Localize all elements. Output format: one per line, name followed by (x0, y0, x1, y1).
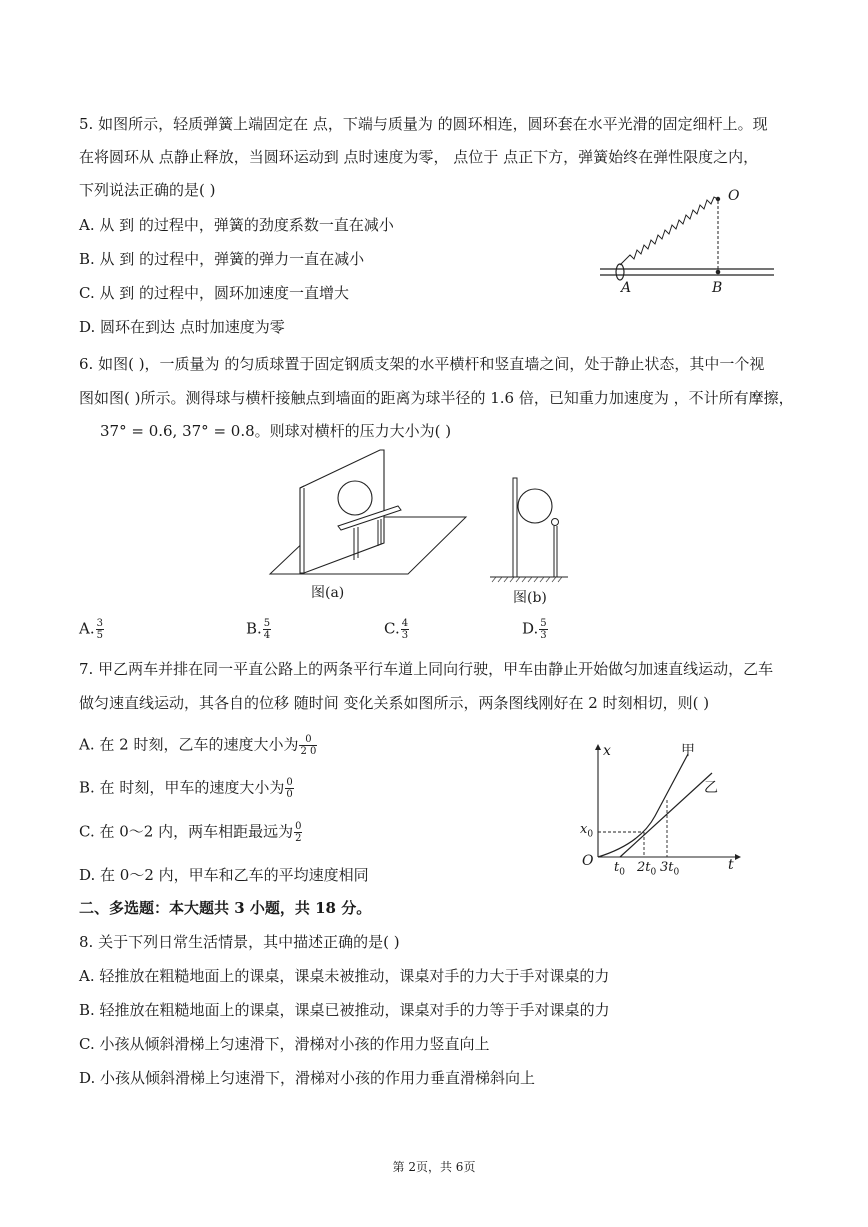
q6-option-c-label: C. (384, 619, 400, 638)
q7-axis-t-label: t (728, 857, 734, 873)
q8-option-a: A. 轻推放在粗糙地面上的课桌，课桌未被推动，课桌对手的力大于手对课桌的力 (79, 967, 610, 985)
q5-label-o: O (728, 188, 740, 204)
q7-option-b-den: 0 (286, 789, 293, 800)
q7-option-b-text: B. 在 时刻，甲车的速度大小为 (79, 778, 285, 797)
q7-option-a (79, 734, 318, 757)
q6-stem-line1: 6. 如图( )，一质量为 的匀质球置于固定钢质支架的水平横杆和竖直墙之间，处于静止状态，其中一个视 (79, 355, 765, 373)
q6-option-c-den: 3 (401, 630, 409, 641)
q6-option-d-num: 5 (540, 618, 547, 629)
q6-option-c-fraction (401, 618, 409, 641)
q7-2t0-label (637, 858, 656, 883)
q6-stem-line2: 图如图( )所示。测得球与横杆接触点到墙面的距离为球半径的 1.6 倍，已知重力加速度为 ，不计所有摩擦， (79, 389, 794, 407)
q6-figure-a (268, 448, 473, 578)
q7-option-c-text: C. 在 0～2 内，两车相距最远为 (79, 822, 294, 841)
q6-figure-b-caption: 图(b) (513, 590, 547, 606)
q6-option-a (79, 618, 105, 641)
q6-option-d-den: 3 (540, 630, 547, 641)
q5-option-d: D. 圆环在到达 点时加速度为零 (79, 318, 285, 336)
q7-option-c-num: 0 (295, 821, 302, 832)
q7-t0-symbol: t (614, 860, 620, 875)
q7-axis-x-label: x (603, 743, 611, 759)
q6-option-b-den: 4 (263, 630, 271, 641)
q6-option-a-num: 3 (96, 618, 103, 629)
q6-option-a-label: A. (79, 619, 95, 638)
section-2-heading: 二、多选题：本大题共 3 小题，共 18 分。 (79, 899, 372, 917)
q7-option-a-text: A. 在 2 时刻，乙车的速度大小为 (79, 735, 299, 754)
q7-option-b-num: 0 (286, 777, 293, 788)
q5-stem-line2: 在将圆环从 点静止释放，当圆环运动到 点时速度为零， 点位于 点正下方，弹簧始终在弹性限度之内， (79, 148, 759, 166)
q7-x0-symbol: x (580, 822, 588, 837)
q6-option-b (246, 618, 272, 641)
q7-3t0-sub: 0 (673, 867, 680, 878)
q7-option-c-den: 2 (295, 833, 302, 844)
q7-curve-yi-label: 乙 (704, 780, 718, 796)
q5-stem-line3: 下列说法正确的是( ) (79, 181, 216, 199)
q6-option-d (522, 618, 549, 641)
q7-2t0-symbol: 2t (637, 860, 651, 875)
q7-t0-label (614, 858, 625, 883)
q7-stem-line1: 7. 甲乙两车并排在同一平直公路上的两条平行车道上同向行驶，甲车由静止开始做匀加速直线运动，乙车 (79, 660, 774, 678)
q6-option-b-label: B. (246, 619, 262, 638)
q6-option-c (384, 618, 410, 641)
q7-x0-sub: 0 (587, 829, 594, 840)
q6-figure-b (490, 476, 570, 584)
q6-option-a-fraction (96, 618, 104, 641)
q7-t0-sub: 0 (619, 867, 625, 878)
q5-option-a: A. 从 到 的过程中，弹簧的劲度系数一直在减小 (79, 216, 394, 234)
q8-option-b: B. 轻推放在粗糙地面上的课桌，课桌已被推动，课桌对手的力等于手对课桌的力 (79, 1001, 610, 1019)
q7-option-b (79, 777, 295, 800)
q7-option-a-den: 2 0 (300, 746, 317, 757)
q7-curve-jia-label: 甲 (681, 743, 695, 759)
q7-stem-line2: 做匀速直线运动，其各自的位移 随时间 变化关系如图所示，两条图线刚好在 2 时刻相切，则( ) (79, 694, 710, 712)
q7-3t0-label (660, 858, 679, 883)
q7-origin-label: O (582, 853, 594, 869)
q6-stem-line3: 37° = 0.6, 37° = 0.8。则球对横杆的压力大小为( ) (100, 422, 452, 440)
q7-option-b-fraction (285, 777, 293, 800)
q5-label-a: A (621, 280, 632, 296)
q6-option-d-fraction (539, 618, 547, 641)
q8-option-d: D. 小孩从倾斜滑梯上匀速滑下，滑梯对小孩的作用力垂直滑梯斜向上 (79, 1069, 536, 1087)
q5-option-c: C. 从 到 的过程中，圆环加速度一直增大 (79, 284, 350, 302)
q6-option-b-fraction (263, 618, 271, 641)
q6-option-a-den: 5 (96, 630, 103, 641)
q6-option-b-num: 5 (263, 618, 271, 629)
q5-stem-line1: 5. 如图所示，轻质弹簧上端固定在 点，下端与质量为 的圆环相连，圆环套在水平光滑的固定细杆上。现 (79, 115, 768, 133)
q7-option-a-fraction (299, 734, 317, 757)
q8-option-c: C. 小孩从倾斜滑梯上匀速滑下，滑梯对小孩的作用力竖直向上 (79, 1035, 490, 1053)
q8-stem: 8. 关于下列日常生活情景，其中描述正确的是( ) (79, 933, 400, 951)
q7-option-d: D. 在 0～2 内，甲车和乙车的平均速度相同 (79, 866, 369, 884)
q6-option-c-num: 4 (401, 618, 409, 629)
q7-option-c-fraction (294, 821, 302, 844)
q6-figure-a-caption: 图(a) (311, 585, 345, 601)
q7-option-c (79, 821, 303, 844)
q7-2t0-sub: 0 (650, 867, 657, 878)
page-footer: 第 2页，共 6页 (392, 1160, 476, 1174)
q7-x0-label (580, 820, 593, 845)
q5-label-b: B (712, 280, 723, 296)
q7-option-a-num: 0 (299, 734, 317, 746)
q5-option-b: B. 从 到 的过程中，弹簧的弹力一直在减小 (79, 250, 365, 268)
q7-3t0-symbol: 3t (660, 860, 674, 875)
q6-option-d-label: D. (522, 619, 539, 638)
